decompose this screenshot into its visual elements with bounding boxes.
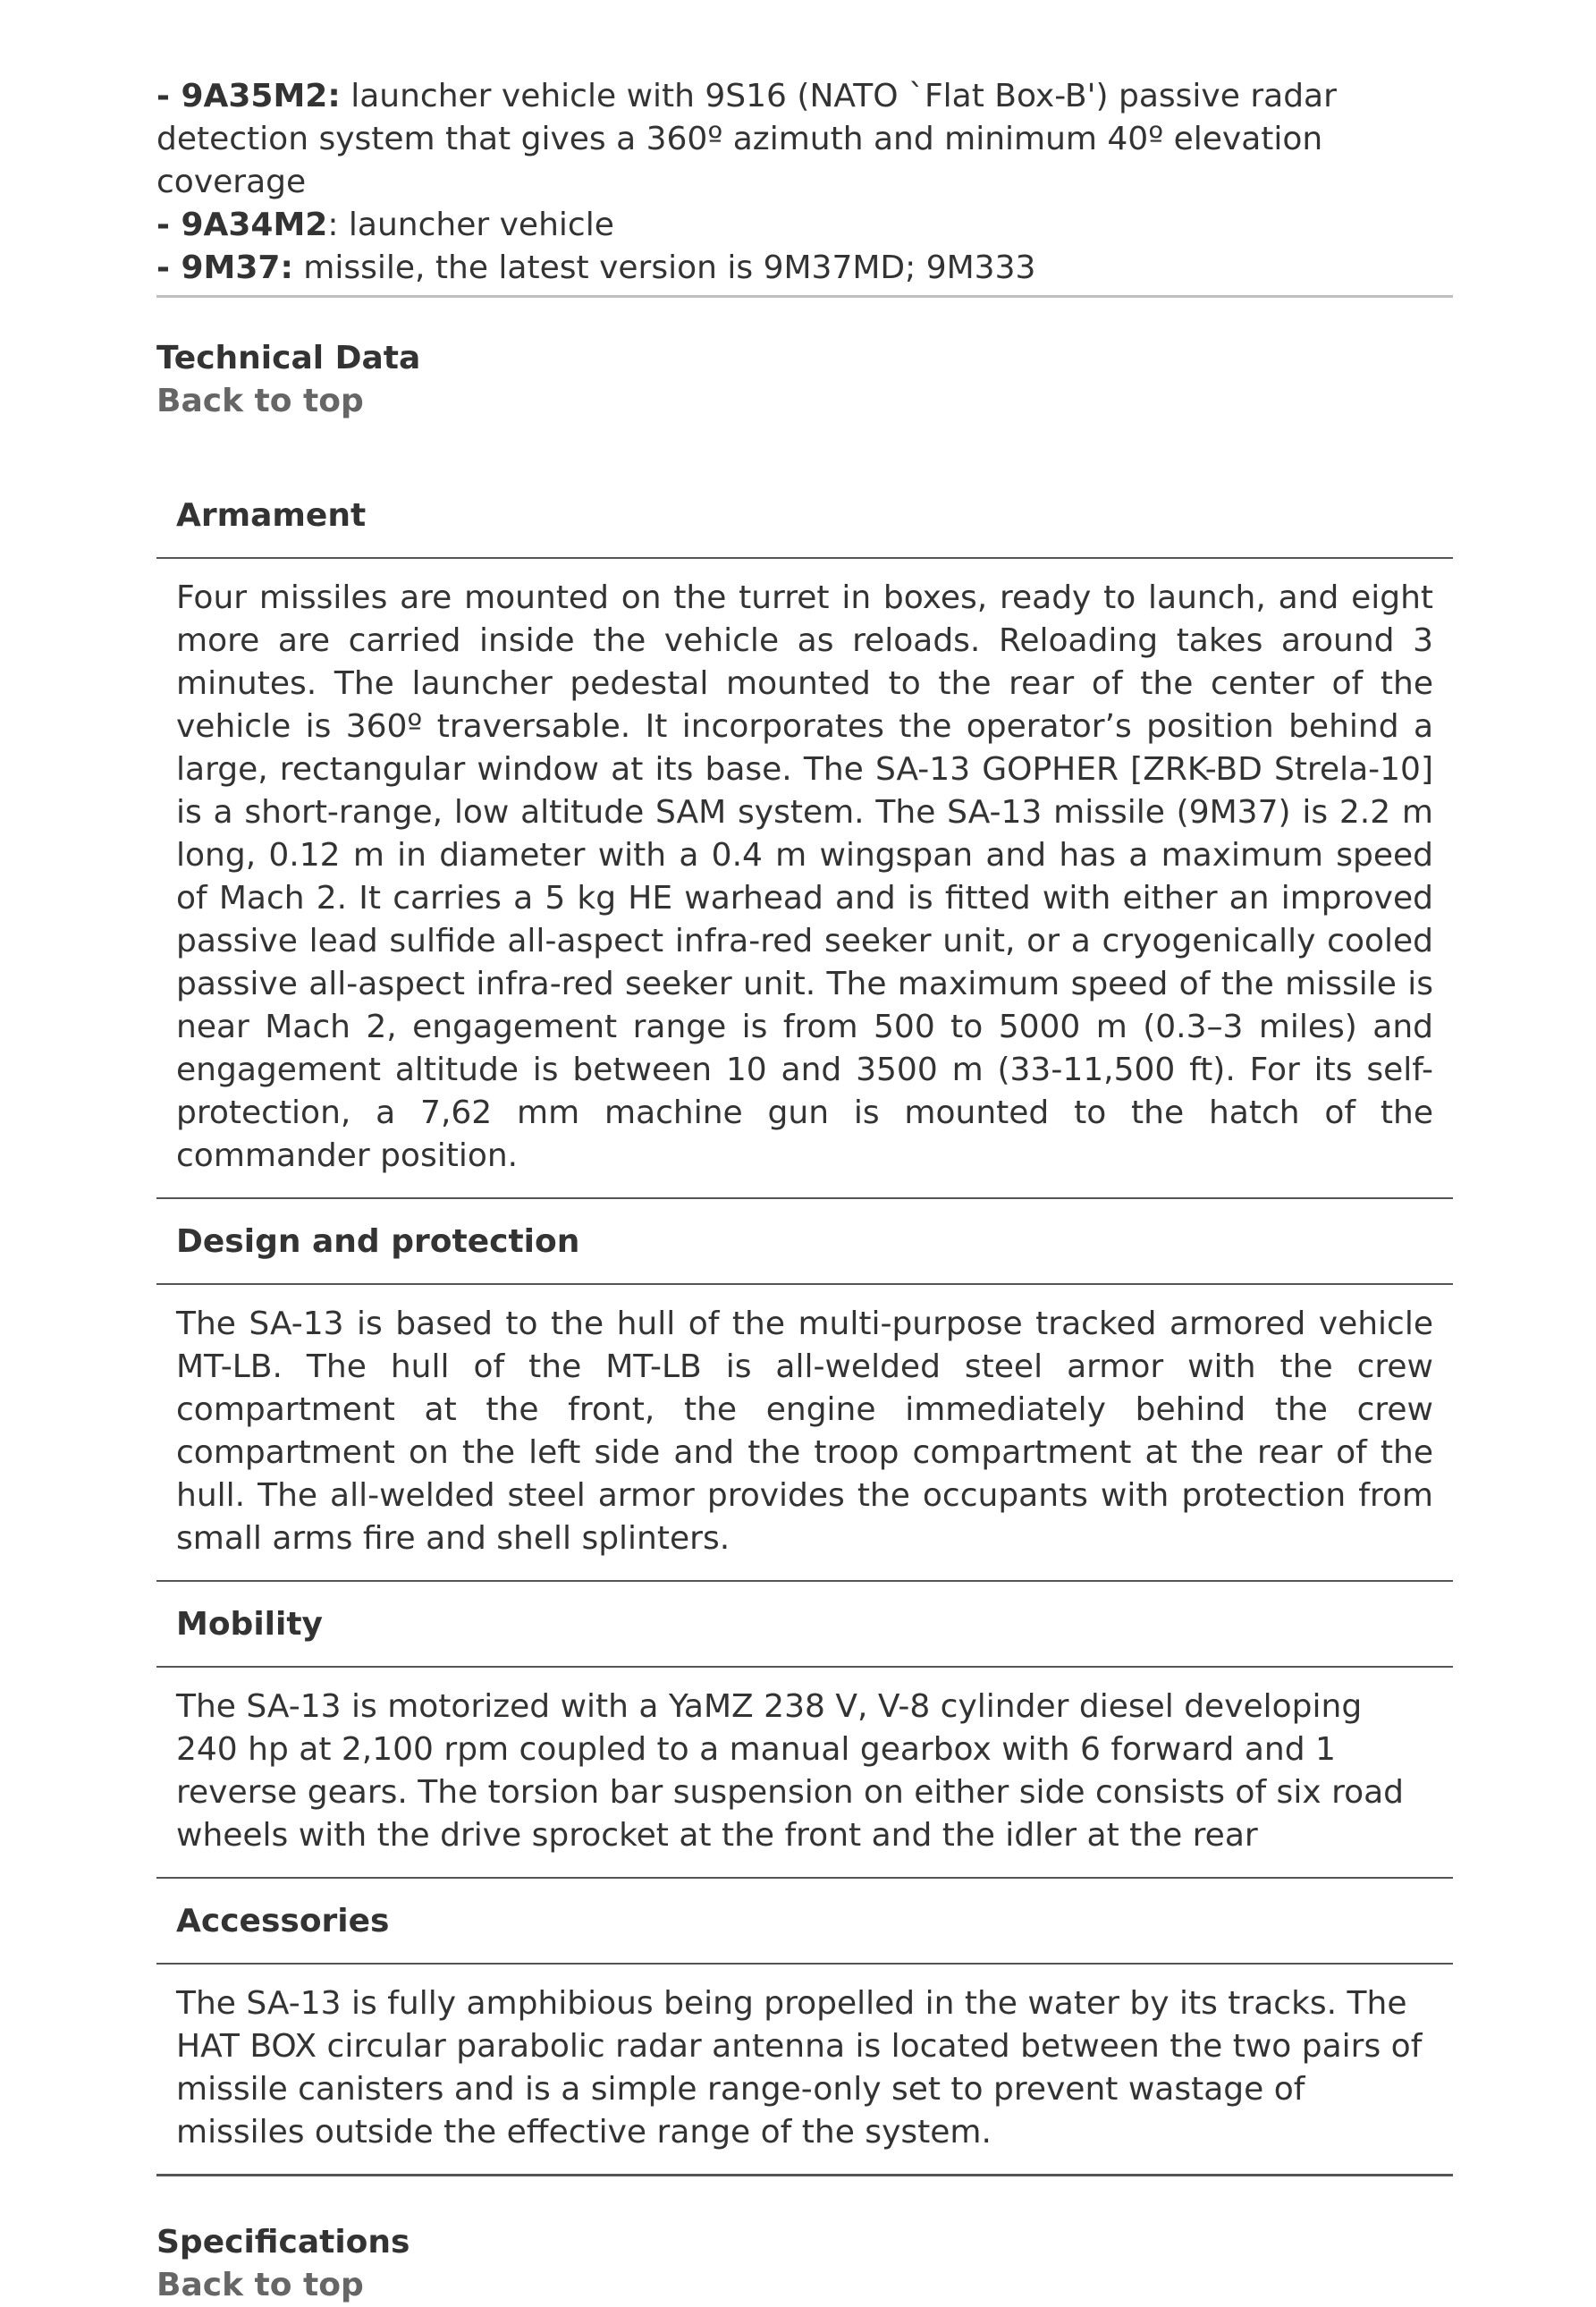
section-body-armament: Four missiles are mounted on the turret in boxes, ready to launch, and eight more are carried inside the vehicle as reloads. Reloading takes around 3 minutes. The launcher pedestal mounted to the rear of the center of the vehicle is 360º traversable. It incorporates the operator’s position behind a large, rectangular window at its base. The SA-13 GOPHER [ZRK-BD Strela-10] is a short-range, low altitude SAM system. The SA-13 missile (9M37) is 2.2 m long, 0.12 m in diameter with a 0.4 m wingspan and has a maximum speed of Mach 2. It carries a 5 kg HE warhead and is fitted with either an improved passive lead sulfide all-aspect infra-red seeker unit, or a cryogenically cooled passive all-aspect infra-red seeker unit. The maximum speed of the missile is near Mach 2, engagement range is from 500 to 5000 m (0.3–3 miles) and engagement altitude is between 10 and 3500 m (33-11,500 ft). For its self-protection, a 7,62 mm machine gun is mounted to the hatch of the commander position.: [156, 559, 1453, 1199]
section-heading-mobility: Mobility: [156, 1582, 1453, 1668]
specifications-header: [156, 2221, 1453, 2307]
variant-code: - 9A34M2: [156, 207, 328, 243]
technical-data-title: Technical Data: [156, 340, 421, 376]
technical-data-header: [156, 337, 1453, 423]
technical-data-table: [156, 473, 1453, 2176]
section-heading-armament: Armament: [156, 473, 1453, 559]
variant-text: : launcher vehicle: [327, 207, 614, 243]
variant-code: - 9A35M2:: [156, 78, 341, 114]
variant-code: - 9M37:: [156, 249, 293, 286]
section-body-accessories: The SA-13 is fully amphibious being propelled in the water by its tracks. The HAT BOX circular parabolic radar antenna is located between the two pairs of missile canisters and is a simple range-only set to prevent wastage of missiles outside the effective range of the system.: [176, 1985, 1423, 2151]
back-to-top-link[interactable]: Back to top: [156, 383, 364, 419]
variant-text: launcher vehicle with 9S16 (NATO `Flat Box-B') passive radar detection system that gives a 360º azimuth and minimum 40º elevation coverage: [156, 78, 1337, 200]
specifications-title: Specifications: [156, 2224, 410, 2261]
document-page: [156, 75, 1453, 2307]
section-body-design-protection: The SA-13 is based to the hull of the multi-purpose tracked armored vehicle MT-LB. The hull of the MT-LB is all-welded steel armor with the crew compartment at the front, the engine immediately behind the crew compartment on the left side and the troop compartment at the rear of the hull. The all-welded steel armor provides the occupants with protection from small arms fire and shell splinters.: [156, 1285, 1453, 1582]
variants-list: [156, 75, 1453, 290]
divider: [156, 295, 1453, 298]
variant-text: missile, the latest version is 9M37MD; 9M333: [292, 249, 1036, 286]
section-heading-design-protection: Design and protection: [156, 1199, 1453, 1285]
variant-item-9m37: [156, 247, 1453, 290]
variant-item-9a35m2: [156, 75, 1453, 204]
section-heading-accessories: Accessories: [156, 1879, 1453, 1965]
section-body-mobility: The SA-13 is motorized with a YaMZ 238 V, V-8 cylinder diesel developing 240 hp at 2,100 rpm coupled to a manual gearbox with 6 forward and 1 reverse gears. The torsion bar suspension on either side consists of six road wheels with the drive sprocket at the front and the idler at the rear: [156, 1668, 1453, 1879]
variant-item-9a34m2: [156, 204, 1453, 247]
back-to-top-link[interactable]: Back to top: [156, 2267, 364, 2303]
